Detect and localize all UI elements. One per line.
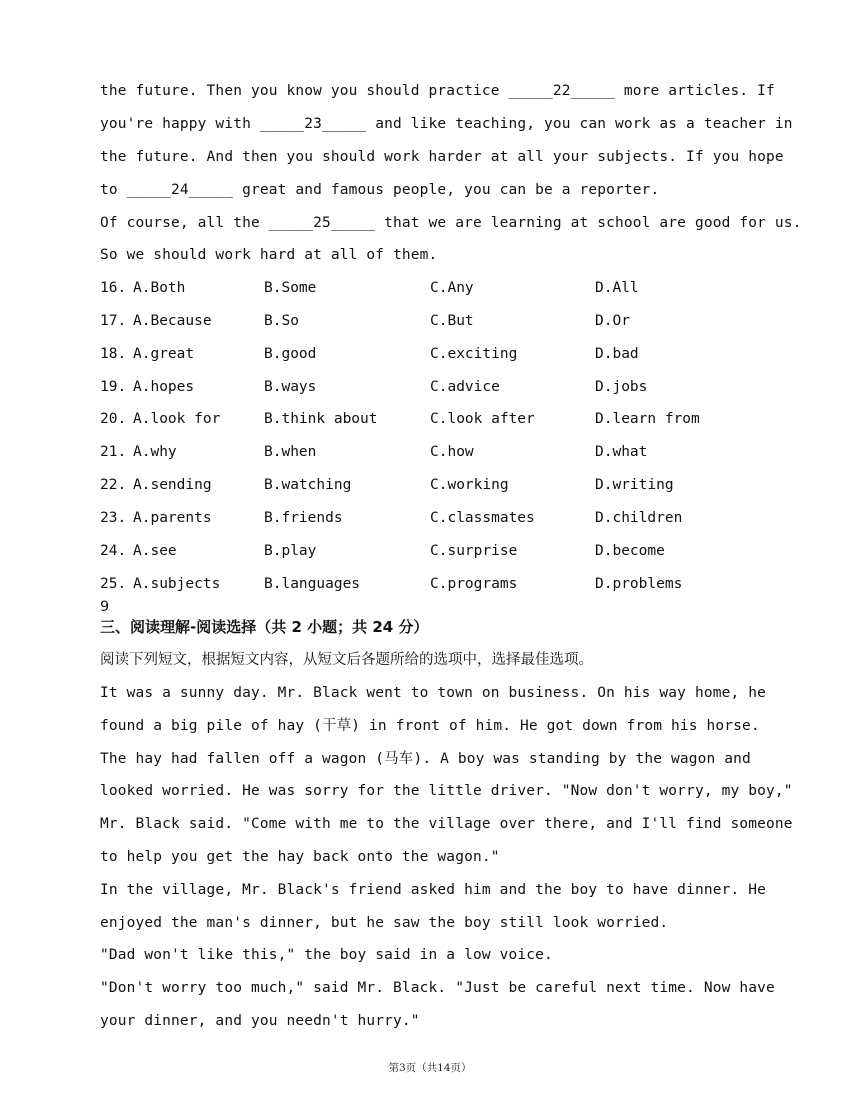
option-d[interactable]: D.jobs — [595, 379, 648, 395]
passage-line: to help you get the hay back onto the wagon." — [100, 849, 500, 865]
option-c[interactable]: C.exciting — [430, 346, 518, 362]
option-a[interactable]: A.look for — [133, 411, 221, 427]
option-b[interactable]: B.play — [264, 543, 317, 559]
option-d[interactable]: D.problems — [595, 576, 683, 592]
question-options-25 — [100, 574, 780, 594]
option-a[interactable]: A.see — [133, 543, 177, 559]
instructions: 阅读下列短文，根据短文内容，从短文后各题所给的选项中，选择最佳选项。 — [100, 652, 593, 668]
question-options-22 — [100, 475, 780, 495]
option-d[interactable]: D.become — [595, 543, 665, 559]
option-a[interactable]: A.parents — [133, 510, 212, 526]
passage-line: In the village, Mr. Black's friend asked him and the boy to have dinner. He — [100, 882, 766, 898]
option-c[interactable]: C.classmates — [430, 510, 535, 526]
passage-line: The hay had fallen off a wagon (马车). A boy was standing by the wagon and — [100, 751, 751, 767]
passage-line: to _____24_____ great and famous people, you can be a reporter. — [100, 182, 660, 198]
question-options-21 — [100, 442, 780, 462]
passage-line: the future. And then you should work harder at all your subjects. If you hope — [100, 149, 784, 165]
question-number: 24. — [100, 543, 127, 559]
option-d[interactable]: D.learn from — [595, 411, 700, 427]
option-b[interactable]: B.friends — [264, 510, 343, 526]
option-d[interactable]: D.children — [595, 510, 683, 526]
option-b[interactable]: B.Some — [264, 280, 317, 296]
passage-line: your dinner, and you needn't hurry." — [100, 1013, 420, 1029]
option-a[interactable]: A.why — [133, 444, 177, 460]
question-options-18 — [100, 344, 780, 364]
question-number: 20. — [100, 411, 127, 427]
option-a[interactable]: A.Both — [133, 280, 186, 296]
option-b[interactable]: B.languages — [264, 576, 361, 592]
option-a[interactable]: A.sending — [133, 477, 212, 493]
question-number: 23. — [100, 510, 127, 526]
option-b[interactable]: B.So — [264, 313, 299, 329]
passage-line: It was a sunny day. Mr. Black went to town on business. On his way home, he — [100, 685, 766, 701]
passage-line: "Don't worry too much," said Mr. Black. "Just be careful next time. Now have — [100, 980, 775, 996]
option-c[interactable]: C.advice — [430, 379, 500, 395]
page-footer: 第3页（共14页） — [388, 1062, 472, 1074]
question-options-16 — [100, 278, 780, 298]
question-options-20 — [100, 409, 780, 429]
passage-line: Of course, all the _____25_____ that we are learning at school are good for us. — [100, 215, 802, 231]
option-c[interactable]: C.look after — [430, 411, 535, 427]
option-d[interactable]: D.what — [595, 444, 648, 460]
option-c[interactable]: C.But — [430, 313, 474, 329]
option-d[interactable]: D.bad — [595, 346, 639, 362]
question-options-19 — [100, 377, 780, 397]
question-options-17 — [100, 311, 780, 331]
option-c[interactable]: C.how — [430, 444, 474, 460]
option-a[interactable]: A.subjects — [133, 576, 221, 592]
question-number: 25. — [100, 576, 127, 592]
option-b[interactable]: B.think about — [264, 411, 378, 427]
section-title: 三、阅读理解-阅读选择（共 2 小题；共 24 分） — [100, 618, 429, 636]
passage-line: So we should work hard at all of them. — [100, 247, 438, 263]
question-number: 19. — [100, 379, 127, 395]
option-b[interactable]: B.when — [264, 444, 317, 460]
option-a[interactable]: A.hopes — [133, 379, 195, 395]
passage-line: you're happy with _____23_____ and like teaching, you can work as a teacher in — [100, 116, 793, 132]
option-c[interactable]: C.working — [430, 477, 509, 493]
option-d[interactable]: D.Or — [595, 313, 630, 329]
option-b[interactable]: B.good — [264, 346, 317, 362]
question-number: 18. — [100, 346, 127, 362]
option-c[interactable]: C.Any — [430, 280, 474, 296]
option-c[interactable]: C.surprise — [430, 543, 518, 559]
question-options-23 — [100, 508, 780, 528]
option-c[interactable]: C.programs — [430, 576, 518, 592]
passage-line: the future. Then you know you should practice _____22_____ more articles. If — [100, 83, 775, 99]
passage-line: Mr. Black said. "Come with me to the village over there, and I'll find someone — [100, 816, 793, 832]
option-a[interactable]: A.great — [133, 346, 195, 362]
question-number: 22. — [100, 477, 127, 493]
question-number: 16. — [100, 280, 127, 296]
passage-line: "Dad won't like this," the boy said in a low voice. — [100, 947, 553, 963]
option-d[interactable]: D.All — [595, 280, 639, 296]
option-b[interactable]: B.watching — [264, 477, 352, 493]
question-number: 17. — [100, 313, 127, 329]
option-d[interactable]: D.writing — [595, 477, 674, 493]
passage-line: looked worried. He was sorry for the little driver. "Now don't worry, my boy," — [100, 783, 793, 799]
option-b[interactable]: B.ways — [264, 379, 317, 395]
option-a[interactable]: A.Because — [133, 313, 212, 329]
stray-mark: 9 — [100, 599, 110, 615]
question-options-24 — [100, 541, 780, 561]
passage-line: found a big pile of hay (干草) in front of him. He got down from his horse. — [100, 718, 760, 734]
question-number: 21. — [100, 444, 127, 460]
passage-line: enjoyed the man's dinner, but he saw the boy still look worried. — [100, 915, 669, 931]
